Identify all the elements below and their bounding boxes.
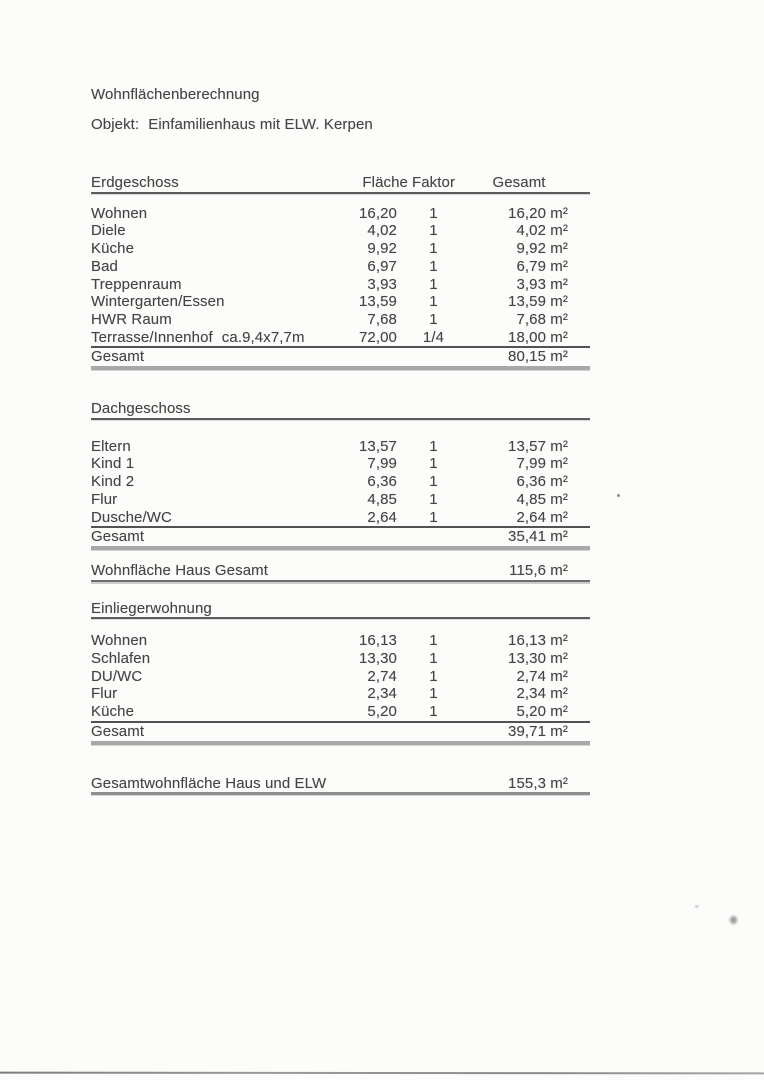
row-flaeche: 13,57 — [358, 437, 397, 455]
row-pad — [568, 205, 590, 223]
row-pad — [568, 650, 590, 668]
row-gesamt: 16,20 m² — [508, 204, 568, 222]
grand-total-row — [91, 775, 590, 796]
row-gesamt: 4,02 m² — [516, 222, 568, 240]
row-faktor: 1 — [429, 240, 438, 258]
row-pad — [568, 293, 590, 311]
table-body — [91, 194, 590, 349]
row-faktor: 1 — [429, 222, 438, 240]
row-faktor: 1 — [429, 703, 438, 721]
column-header-gesamt: Gesamt — [492, 174, 546, 191]
row-label: Wohnen — [91, 204, 148, 222]
row-pad — [568, 222, 590, 240]
row-gesamt: 7,68 m² — [516, 310, 568, 328]
column-header-faktor: Faktor — [411, 174, 456, 191]
row-gesamt: 3,93 m² — [516, 275, 568, 293]
total-value: 35,41 m² — [508, 528, 568, 546]
row-pad — [568, 668, 590, 686]
table-row — [91, 438, 590, 456]
row-pad — [568, 632, 590, 650]
row-label: Kind 1 — [91, 455, 135, 473]
row-flaeche: 2,74 — [367, 667, 397, 685]
summary-house-row — [91, 562, 590, 582]
section-erdgeschoss — [91, 174, 590, 370]
row-faktor: 1/4 — [422, 328, 445, 346]
row-faktor: 1 — [429, 508, 438, 526]
row-gesamt: 7,99 m² — [516, 455, 568, 473]
table-row — [91, 258, 590, 276]
row-faktor: 1 — [429, 437, 438, 455]
row-gesamt: 16,13 m² — [508, 632, 568, 650]
row-label: Bad — [91, 257, 118, 275]
row-faktor: 1 — [429, 490, 438, 508]
row-label: HWR Raum — [91, 310, 172, 328]
row-gesamt: 6,36 m² — [516, 473, 568, 491]
row-pad — [568, 438, 590, 456]
row-faktor: 1 — [429, 650, 438, 668]
row-pad — [568, 329, 590, 347]
table-row — [91, 329, 590, 347]
table-row — [91, 455, 590, 473]
table-total-row — [91, 528, 590, 550]
table-row — [91, 205, 590, 223]
table-row — [91, 222, 590, 240]
table-body — [91, 420, 590, 529]
table-header-row — [91, 400, 590, 420]
column-header-flaeche: Fläche — [362, 174, 408, 191]
row-label: Wohnen — [91, 632, 148, 650]
row-label: Schlafen — [91, 650, 151, 668]
table-row — [91, 668, 590, 686]
row-label: Dusche/WC — [91, 508, 172, 526]
row-faktor: 1 — [429, 632, 438, 650]
table-row — [91, 240, 590, 258]
column-pad — [568, 174, 590, 192]
row-flaeche: 6,36 — [367, 473, 397, 491]
row-label: Flur — [91, 490, 118, 508]
section-title: Dachgeschoss — [91, 400, 191, 418]
table-row — [91, 685, 590, 703]
row-pad — [568, 240, 590, 258]
total-value: 39,71 m² — [508, 722, 568, 740]
row-flaeche: 2,64 — [367, 508, 397, 526]
object-value: Einfamilienhaus mit ELW. Kerpen — [148, 116, 373, 133]
row-pad — [568, 258, 590, 276]
row-note: ca.9,4x7,7m — [221, 328, 305, 346]
row-faktor: 1 — [429, 257, 438, 275]
row-faktor: 1 — [429, 455, 438, 473]
row-pad — [568, 491, 590, 509]
row-flaeche: 13,59 — [358, 293, 397, 311]
row-label: Diele — [91, 222, 126, 240]
scan-speck — [617, 494, 620, 497]
scan-speck — [730, 916, 737, 924]
summary-house-label: Wohnfläche Haus Gesamt — [91, 561, 269, 579]
row-gesamt: 6,79 m² — [516, 257, 568, 275]
table-row — [91, 293, 590, 311]
row-pad — [568, 455, 590, 473]
total-value: 80,15 m² — [508, 348, 568, 366]
row-flaeche: 9,92 — [367, 240, 397, 258]
total-label: Gesamt — [91, 528, 145, 546]
row-label: Kind 2 — [91, 473, 135, 491]
section-dachgeschoss — [91, 400, 590, 550]
row-gesamt: 2,34 m² — [516, 685, 568, 703]
row-flaeche: 7,99 — [367, 455, 397, 473]
table-row — [91, 491, 590, 509]
row-flaeche: 7,68 — [367, 310, 397, 328]
row-faktor: 1 — [429, 310, 438, 328]
row-label: Terrasse/Innenhof ca.9,4x7,7m — [91, 328, 305, 346]
row-faktor: 1 — [429, 473, 438, 491]
row-gesamt: 2,64 m² — [516, 508, 568, 526]
table-total-row — [91, 348, 590, 370]
row-label: Küche — [91, 703, 135, 721]
row-gesamt: 9,92 m² — [516, 240, 568, 258]
grand-total-value: 155,3 m² — [508, 774, 568, 792]
row-pad — [568, 473, 590, 491]
total-label: Gesamt — [91, 722, 145, 740]
row-label: Eltern — [91, 437, 131, 455]
table-row — [91, 311, 590, 329]
row-pad — [568, 685, 590, 703]
row-flaeche: 5,20 — [367, 703, 397, 721]
table-row — [91, 276, 590, 294]
row-flaeche: 72,00 — [358, 328, 397, 346]
table-header-row — [91, 600, 590, 620]
document-title: Wohnflächenberechnung — [91, 86, 260, 103]
table-row — [91, 632, 590, 650]
row-faktor: 1 — [429, 275, 438, 293]
table-row — [91, 703, 590, 721]
section-einliegerwohnung — [91, 600, 590, 745]
row-label: Treppenraum — [91, 275, 182, 293]
row-label: Wintergarten/Essen — [91, 293, 225, 311]
row-faktor: 1 — [429, 667, 438, 685]
row-pad — [568, 509, 590, 527]
table-body — [91, 619, 590, 723]
row-label: DU/WC — [91, 667, 143, 685]
row-label: Küche — [91, 240, 135, 258]
row-flaeche: 6,97 — [367, 257, 397, 275]
row-faktor: 1 — [429, 293, 438, 311]
scan-edge-line — [0, 1072, 764, 1075]
summary-house-value: 115,6 m² — [509, 561, 568, 579]
row-gesamt: 2,74 m² — [516, 667, 568, 685]
total-label: Gesamt — [91, 348, 145, 366]
row-flaeche: 3,93 — [367, 275, 397, 293]
object-line — [91, 116, 590, 134]
section-title: Einliegerwohnung — [91, 599, 212, 617]
row-pad — [568, 276, 590, 294]
row-gesamt: 4,85 m² — [516, 490, 568, 508]
table-row — [91, 509, 590, 527]
grand-total-label: Gesamtwohnfläche Haus und ELW — [91, 774, 327, 792]
row-flaeche: 16,20 — [358, 204, 397, 222]
object-label: Objekt: — [91, 116, 140, 133]
scan-speck — [695, 905, 699, 908]
table-total-row — [91, 723, 590, 745]
row-faktor: 1 — [429, 204, 438, 222]
table-header-row — [91, 174, 590, 194]
row-gesamt: 13,57 m² — [508, 437, 568, 455]
row-faktor: 1 — [429, 685, 438, 703]
row-flaeche: 2,34 — [367, 685, 397, 703]
row-flaeche: 13,30 — [358, 650, 397, 668]
row-flaeche: 16,13 — [358, 632, 397, 650]
row-gesamt: 13,30 m² — [508, 650, 568, 668]
row-flaeche: 4,02 — [367, 222, 397, 240]
row-flaeche: 4,85 — [367, 490, 397, 508]
row-label: Flur — [91, 685, 118, 703]
row-pad — [568, 311, 590, 329]
row-gesamt: 18,00 m² — [508, 328, 568, 346]
table-row — [91, 473, 590, 491]
row-gesamt: 13,59 m² — [508, 293, 568, 311]
table-row — [91, 650, 590, 668]
row-pad — [568, 703, 590, 721]
section-title: Erdgeschoss — [91, 174, 179, 191]
row-gesamt: 5,20 m² — [516, 703, 568, 721]
